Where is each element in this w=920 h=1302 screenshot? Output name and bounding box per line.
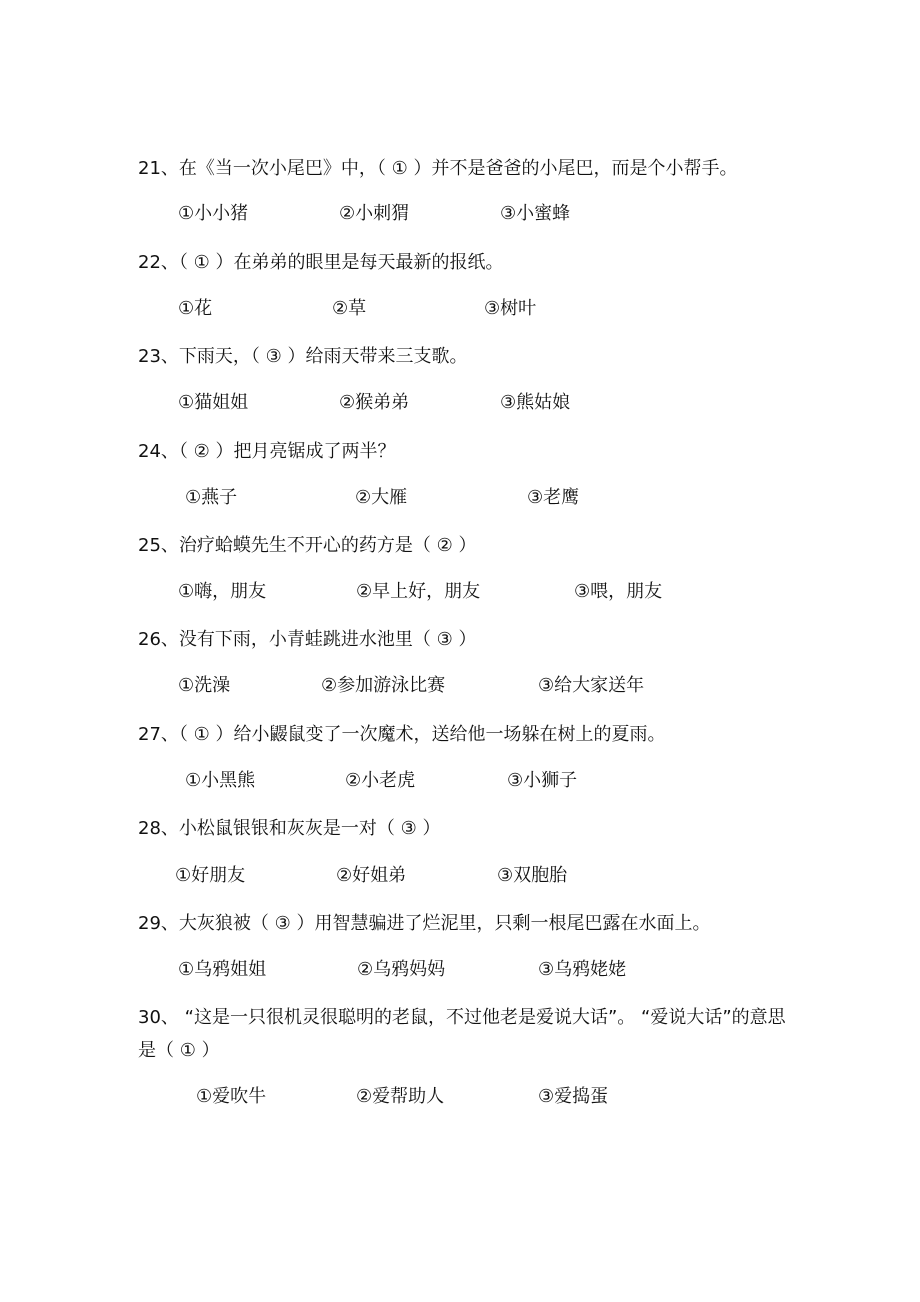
question-28: 28、小松鼠银银和灰灰是一对（ ③ ） xyxy=(138,818,441,839)
option-29-1: ①乌鸦姐姐 xyxy=(178,959,267,980)
option-23-2: ②猴弟弟 xyxy=(339,392,410,413)
option-21-1: ①小小猪 xyxy=(178,203,249,224)
question-30: 30、 “这是一只很机灵很聪明的老鼠，不过他老是爱说大话”。 “爱说大话”的意思是（ ① ） xyxy=(138,1007,786,1061)
option-30-2: ②爱帮助人 xyxy=(356,1086,445,1107)
option-22-1: ①花 xyxy=(178,298,213,319)
option-23-3: ③熊姑娘 xyxy=(500,392,571,413)
option-24-2: ②大雁 xyxy=(355,487,408,508)
option-21-2: ②小刺猬 xyxy=(339,203,410,224)
option-29-2: ②乌鸦妈妈 xyxy=(357,959,446,980)
option-25-1: ①嗨，朋友 xyxy=(178,581,267,602)
option-28-3: ③双胞胎 xyxy=(497,865,568,886)
question-24: 24、（ ② ）把月亮锯成了两半？ xyxy=(138,441,396,462)
option-28-1: ①好朋友 xyxy=(175,865,246,886)
option-30-1: ①爱吹牛 xyxy=(196,1086,267,1107)
question-21: 21、在《当一次小尾巴》中，（ ① ）并不是爸爸的小尾巴，而是个小帮手。 xyxy=(138,158,738,179)
option-26-1: ①洗澡 xyxy=(178,675,231,696)
option-24-3: ③老鹰 xyxy=(527,487,580,508)
option-22-2: ②草 xyxy=(332,298,367,319)
question-29: 29、大灰狼被（ ③ ）用智慧骗进了烂泥里，只剩一根尾巴露在水面上。 xyxy=(138,913,711,934)
option-24-1: ①燕子 xyxy=(185,487,238,508)
question-27: 27、（ ① ）给小鼹鼠变了一次魔术，送给他一场躲在树上的夏雨。 xyxy=(138,724,666,745)
option-25-2: ②早上好，朋友 xyxy=(356,581,481,602)
option-21-3: ③小蜜蜂 xyxy=(500,203,571,224)
question-25: 25、治疗蛤蟆先生不开心的药方是（ ② ） xyxy=(138,535,477,556)
option-30-3: ③爱捣蛋 xyxy=(538,1086,609,1107)
option-27-1: ①小黑熊 xyxy=(185,770,256,791)
option-26-2: ②参加游泳比赛 xyxy=(321,675,446,696)
option-26-3: ③给大家送年 xyxy=(538,675,645,696)
option-22-3: ③树叶 xyxy=(484,298,537,319)
question-22: 22、（ ① ）在弟弟的眼里是每天最新的报纸。 xyxy=(138,252,504,273)
option-23-1: ①猫姐姐 xyxy=(178,392,249,413)
option-27-3: ③小狮子 xyxy=(507,770,578,791)
option-28-2: ②好姐弟 xyxy=(336,865,407,886)
question-23: 23、下雨天，（ ③ ）给雨天带来三支歌。 xyxy=(138,346,468,367)
option-25-3: ③喂，朋友 xyxy=(574,581,663,602)
option-27-2: ②小老虎 xyxy=(345,770,416,791)
option-29-3: ③乌鸦姥姥 xyxy=(538,959,627,980)
question-26: 26、没有下雨，小青蛙跳进水池里（ ③ ） xyxy=(138,629,477,650)
